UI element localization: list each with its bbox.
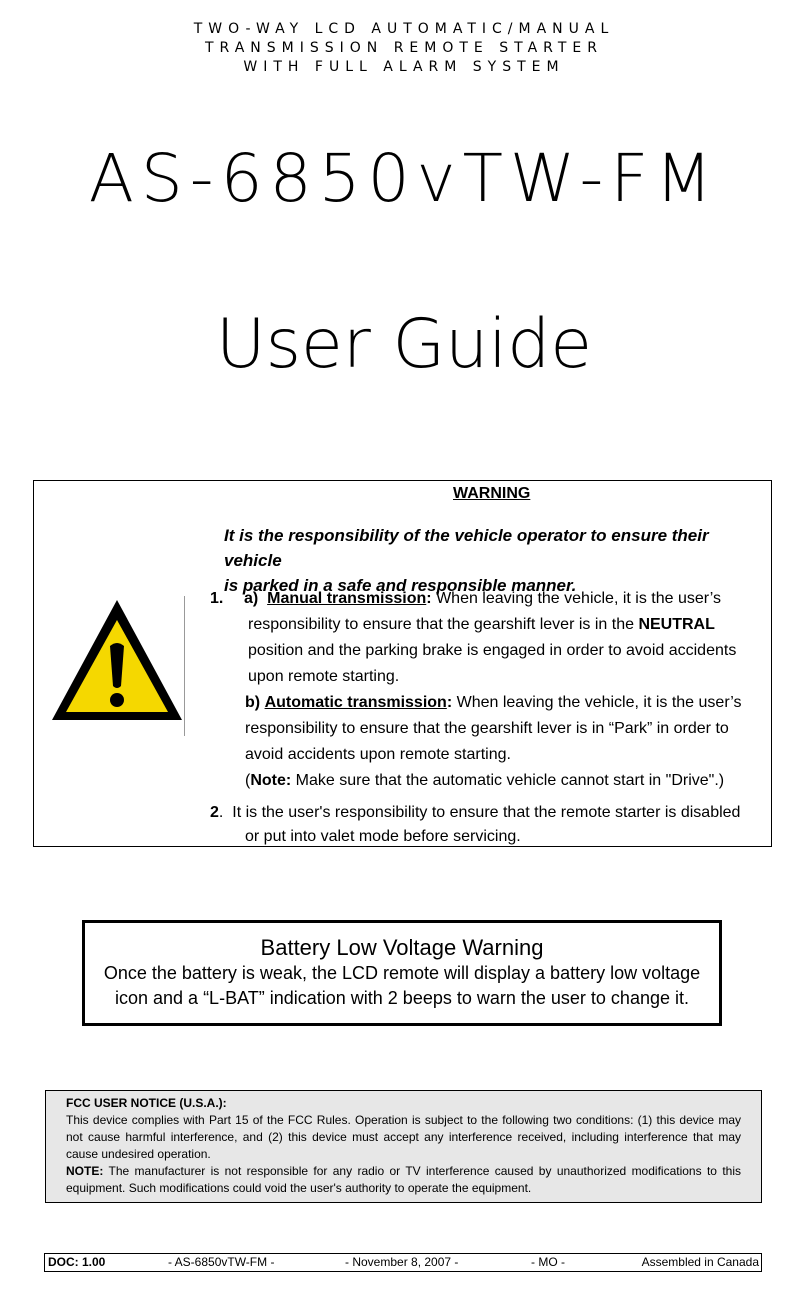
fcc-title: FCC USER NOTICE (U.S.A.): xyxy=(66,1096,227,1110)
warning-triangle-icon xyxy=(49,596,186,726)
item-2-number: 2 xyxy=(210,804,219,821)
battery-title: Battery Low Voltage Warning xyxy=(260,935,544,960)
warning-title: WARNING xyxy=(453,485,531,502)
footer-doc: DOC: 1.00 xyxy=(48,1255,106,1269)
fcc-notice xyxy=(45,1090,762,1203)
header-line-2: TRANSMISSION REMOTE STARTER xyxy=(205,40,603,56)
fcc-note-label: NOTE: xyxy=(66,1164,104,1178)
item-1a-line-2 xyxy=(248,612,715,638)
warning-lead-line-2: is parked in a safe and responsible manner. xyxy=(224,576,577,595)
item-2-line-2: or put into valet mode before servicing. xyxy=(245,828,521,845)
item-1a-text-2: responsibility to ensure that the gearshift lever is in the xyxy=(248,616,639,633)
model-title: AS-6850vTW-FM xyxy=(88,140,720,217)
item-1a-line-4: upon remote starting. xyxy=(248,668,400,685)
item-1a-prefix: a) xyxy=(244,590,259,607)
item-1b-label: Automatic transmission xyxy=(264,694,447,711)
item-1a-label: Manual transmission xyxy=(267,590,427,607)
footer-assembled: Assembled in Canada xyxy=(641,1255,759,1269)
divider-line xyxy=(184,596,185,736)
item-1a-text-1: When leaving the vehicle, it is the user’s xyxy=(436,590,721,607)
fcc-note xyxy=(66,1163,741,1197)
item-1b-text-1: When leaving the vehicle, it is the user’s xyxy=(456,694,742,711)
warning-box xyxy=(33,480,772,847)
item-1b-line-2: responsibility to ensure that the gearshift lever is in “Park” in order to xyxy=(245,720,729,737)
item-1a-line-1: a) Manual transmission: When leaving the vehicle, it is the user’s xyxy=(244,590,721,607)
item-1a-line-3: position and the parking brake is engaged in order to avoid accidents xyxy=(248,642,737,659)
item-1b-prefix: b) xyxy=(245,694,261,711)
item-1b-line-3: avoid accidents upon remote starting. xyxy=(245,746,511,763)
item-1-number: 1. xyxy=(210,590,224,607)
footer-mo: - MO - xyxy=(531,1255,565,1269)
item-1b-line-1: b) Automatic transmission: When leaving the vehicle, it is the user’s xyxy=(245,694,742,711)
battery-line-2: icon and a “L-BAT” indication with 2 beeps to warn the user to change it. xyxy=(115,988,689,1008)
product-header xyxy=(0,20,808,77)
note-line: (Note: Make sure that the automatic vehicle cannot start in "Drive".) xyxy=(245,772,725,789)
item-1a-neutral: NEUTRAL xyxy=(638,616,715,633)
note-label: Note: xyxy=(250,772,292,789)
battery-line-1: Once the battery is weak, the LCD remote will display a battery low voltage xyxy=(103,963,701,983)
note-text: Make sure that the automatic vehicle cannot start in "Drive".) xyxy=(295,772,725,789)
footer-model: - AS-6850vTW-FM - xyxy=(168,1255,275,1269)
item-2-line-1: 2. It is the user's responsibility to ensure that the remote starter is disabled xyxy=(210,804,741,821)
warning-lead-line-1: It is the responsibility of the vehicle operator to ensure their vehicle xyxy=(224,526,709,570)
header-line-1: TWO-WAY LCD AUTOMATIC/MANUAL xyxy=(193,21,615,37)
fcc-note-text: The manufacturer is not responsible for any radio or TV interference caused by unauthorized modifications to this equipment. Such modifications could void the user's authority to operate the equipment. xyxy=(66,1164,741,1195)
guide-title: User Guide xyxy=(215,305,593,384)
footer-date: - November 8, 2007 - xyxy=(345,1255,459,1269)
item-2-text-1: It is the user's responsibility to ensure that the remote starter is disabled xyxy=(232,804,741,821)
header-line-3: WITH FULL ALARM SYSTEM xyxy=(243,59,565,75)
document-footer xyxy=(44,1253,762,1272)
fcc-body: This device complies with Part 15 of the FCC Rules. Operation is subject to the following two conditions: (1) this device may not cause harmful interference, and (2) this device must accept any interference received, including interference that may cause undesired operation. xyxy=(66,1113,741,1161)
battery-warning-box xyxy=(82,920,722,1026)
